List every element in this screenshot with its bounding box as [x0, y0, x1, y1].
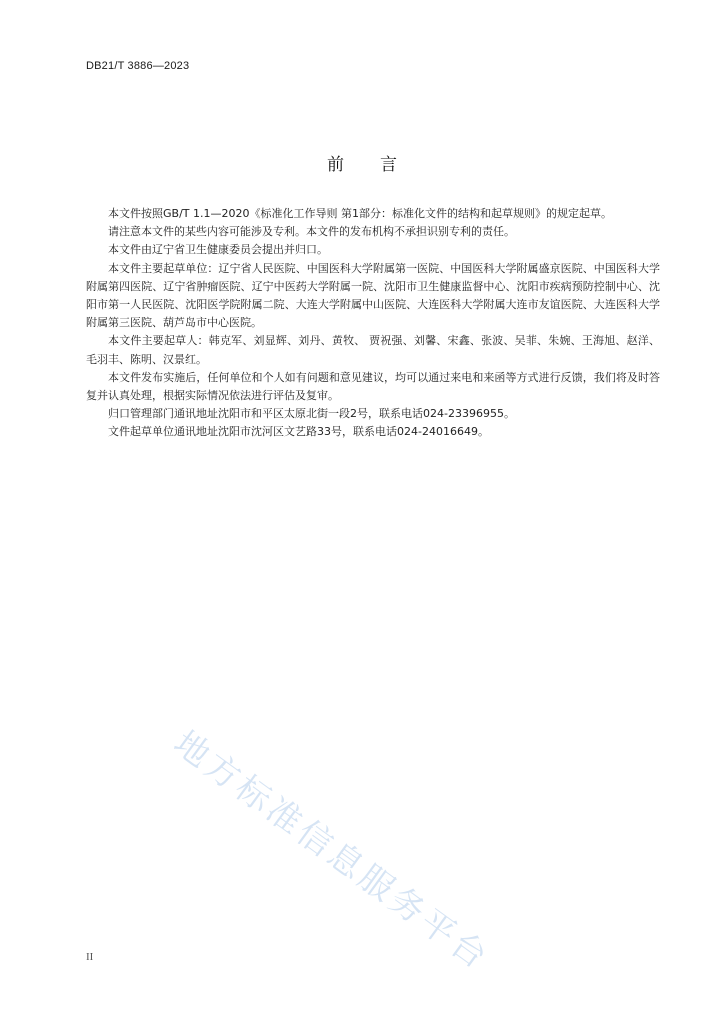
- page-title: 前言: [327, 155, 433, 175]
- paragraph-admin-address: 归口管理部门通讯地址沈阳市和平区太原北街一段2号，联系电话024-23396955。: [108, 407, 515, 421]
- paragraph-drafter-address: 文件起草单位通讯地址沈阳市沈河区文艺路33号，联系电话024-24016649。: [108, 425, 489, 439]
- foreword-body: [86, 205, 660, 442]
- document-code: DB21/T 3886—2023: [86, 60, 190, 72]
- paragraph-patent-notice: 请注意本文件的某些内容可能涉及专利。本文件的发布机构不承担识别专利的责任。: [108, 225, 515, 239]
- paragraph-drafting-units: 本文件主要起草单位：辽宁省人民医院、中国医科大学附属第一医院、中国医科大学附属盛京医院、中国医科大学附属第四医院、辽宁省肿瘤医院、辽宁中医药大学附属一院、沈阳市卫生健康监督中心、沈阳市疾病预防控制中心、沈阳市第一人民医院、沈阳医学院附属二院、大连大学附属中山医院、大连医科大学附属大连市友谊医院、大连医科大学附属第三医院、葫芦岛市中心医院。: [86, 261, 660, 330]
- paragraph-drafters: 本文件主要起草人：韩克军、刘显辉、刘丹、黄牧、 贾祝强、刘馨、宋鑫、张波、吴菲、朱婉、王海旭、赵洋、毛羽丰、陈明、汉景红。: [86, 334, 660, 366]
- paragraph-drafting-rules: 本文件按照GB/T 1.1—2020《标准化工作导则 第1部分：标准化文件的结构和起草规则》的规定起草。: [108, 207, 612, 220]
- paragraph-feedback: 本文件发布实施后，任何单位和个人如有问题和意见建议，均可以通过来电和来函等方式进行反馈，我们将及时答复并认真处理，根据实际情况依法进行评估及复审。: [86, 370, 660, 403]
- paragraph-proposer: 本文件由辽宁省卫生健康委员会提出并归口。: [108, 243, 328, 257]
- page-number: II: [86, 951, 94, 963]
- watermark: 地方标准信息服务平台: [166, 723, 498, 979]
